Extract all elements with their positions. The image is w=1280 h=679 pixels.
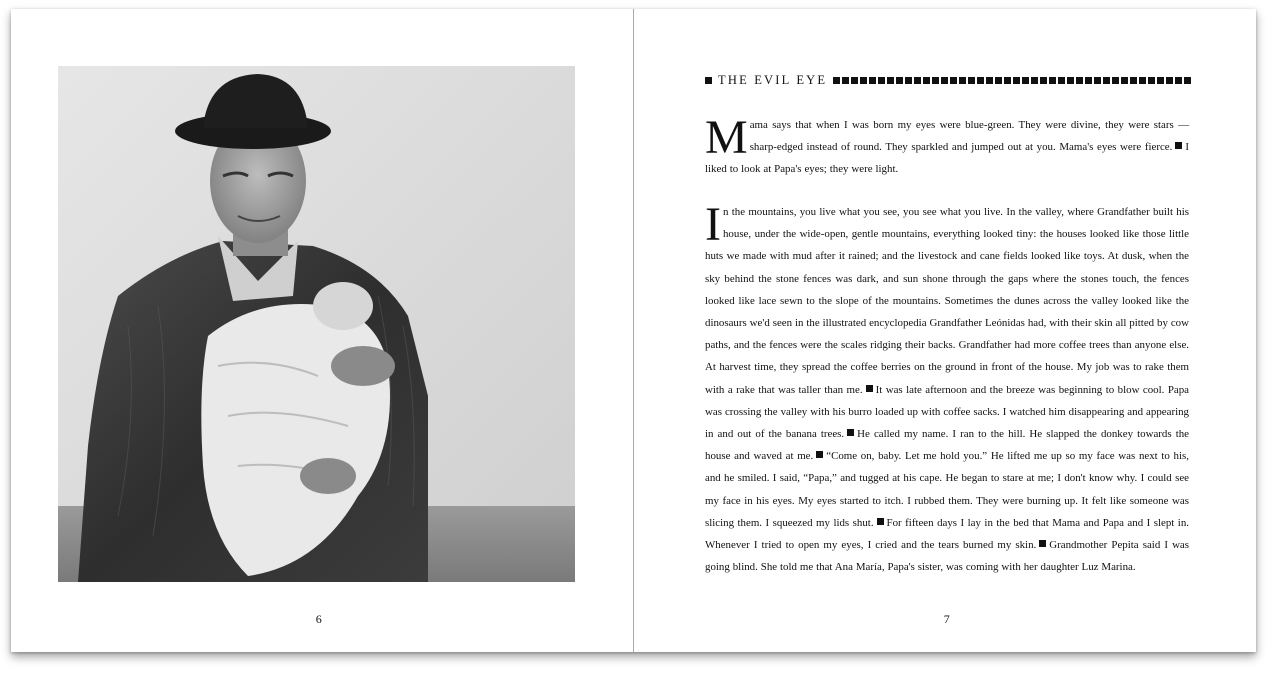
square-ornament-icon <box>1058 77 1065 84</box>
square-ornament-icon <box>1022 77 1029 84</box>
square-ornament-icon <box>1166 77 1173 84</box>
square-ornament-icon <box>932 77 939 84</box>
square-ornament-icon <box>842 77 849 84</box>
text-segment: Grandmother Pepita said I was going blind. She told me that Ana María, Papa's sister, was coming with her daughter Luz Marina. <box>705 539 1190 574</box>
square-ornament-icon <box>851 77 858 84</box>
square-ornament-icon <box>896 77 903 84</box>
square-bullet-icon <box>847 429 854 436</box>
square-ornament-icon <box>878 77 885 84</box>
square-ornament-icon <box>860 77 867 84</box>
square-ornament-icon <box>1139 77 1146 84</box>
square-ornament-icon <box>1067 77 1074 84</box>
square-ornament-icon <box>1112 77 1119 84</box>
square-ornament-icon <box>833 77 840 84</box>
paragraph-1 <box>705 111 1189 181</box>
text-segment: ama says that when I was born my eyes were blue-green. They were divine, they were stars — sharp-edged instead of round. They sparkled and jumped out at you. Mama's eyes were fierce. <box>749 119 1189 154</box>
square-bullet-icon <box>877 518 884 525</box>
drop-cap: I <box>705 198 721 251</box>
square-ornament-icon <box>1130 77 1137 84</box>
square-ornament-icon <box>923 77 930 84</box>
square-bullet-icon <box>1039 540 1046 547</box>
square-ornament-icon <box>986 77 993 84</box>
left-page <box>11 9 633 652</box>
square-ornament-icon <box>887 77 894 84</box>
chapter-heading <box>705 71 1195 89</box>
text-segment: It was late afternoon and the breeze was beginning to blow cool. Papa was crossing the valley with his burro loaded up with coffee sacks. I watched him disappearing and appearing in and out of the banana trees. <box>705 383 1190 441</box>
page-number-right: 7 <box>943 612 951 626</box>
square-ornament-icon <box>1157 77 1164 84</box>
square-ornament-icon <box>1175 77 1182 84</box>
square-ornament-icon <box>869 77 876 84</box>
square-ornament-icon <box>1184 77 1191 84</box>
paragraph-2 <box>705 198 1190 578</box>
square-bullet-icon <box>1175 142 1182 149</box>
square-ornament-icon <box>968 77 975 84</box>
square-ornament-icon <box>950 77 957 84</box>
square-bullet-icon <box>866 385 873 392</box>
square-ornament-icon <box>1094 77 1101 84</box>
square-ornament-icon <box>941 77 948 84</box>
square-ornament-rule <box>833 77 1193 84</box>
square-ornament-icon <box>1049 77 1056 84</box>
photograph-man-holding-baby <box>58 66 575 582</box>
chapter-title: THE EVIL EYE <box>718 72 828 87</box>
square-ornament-icon <box>705 77 712 84</box>
square-ornament-icon <box>959 77 966 84</box>
page-number-left: 6 <box>315 612 323 626</box>
text-segment: I liked to look at Papa's eyes; they were light. <box>705 141 1189 176</box>
square-ornament-icon <box>1085 77 1092 84</box>
right-page <box>634 9 1256 652</box>
square-ornament-icon <box>977 77 984 84</box>
text-segment: n the mountains, you live what you see, you see what you live. In the valley, where Grandfather built his house, under the wide-open, gentle mountains, everything looked tiny: the houses looked like those little huts we made with mud after it rained; and the livestock and cane fields looked like toys. At dusk, when the sky behind the stone fences was dark, and sun shone through the gaps where the stones touch, the fences looked like lace sewn to the slope of the mountains. Sometimes the dunes across the valley looked like the dinosaurs we'd seen in the illustrated encyclopedia Grandfather Leónidas had, with their skin all pitted by cow paths, and the fences were the scales ridging their backs. Grandfather had more coffee trees than anyone else. At harvest time, they spread the coffee berries on the ground in front of the house. My job was to rake them with a rake that was taller than me. <box>705 206 1189 396</box>
book-spread <box>11 9 1256 652</box>
text-segment: For fifteen days I lay in the bed that Mama and Papa and I slept in. Whenever I tried to open my eyes, I cried and the tears burned my skin. <box>705 516 1189 552</box>
drop-cap: M <box>705 111 748 164</box>
square-ornament-icon <box>905 77 912 84</box>
square-ornament-icon <box>1076 77 1083 84</box>
square-ornament-icon <box>1040 77 1047 84</box>
square-ornament-icon <box>1013 77 1020 84</box>
text-segment: “Come on, baby. Let me hold you.” He lifted me up so my face was next to his, and he smiled. I said, “Papa,” and tugged at his cape. He began to stare at me; I don't know why. I could see my face in his eyes. My eyes started to itch. I rubbed them. They were burning up. It felt like someone was slicing them. I squeezed my lids shut. <box>705 450 1189 529</box>
square-ornament-icon <box>914 77 921 84</box>
square-ornament-icon <box>995 77 1002 84</box>
square-ornament-icon <box>1004 77 1011 84</box>
square-bullet-icon <box>816 451 823 458</box>
square-ornament-icon <box>1121 77 1128 84</box>
square-ornament-icon <box>1103 77 1110 84</box>
square-ornament-icon <box>1031 77 1038 84</box>
text-segment: He called my name. I ran to the hill. He slapped the donkey towards the house and waved at me. <box>705 428 1189 463</box>
square-ornament-icon <box>1148 77 1155 84</box>
